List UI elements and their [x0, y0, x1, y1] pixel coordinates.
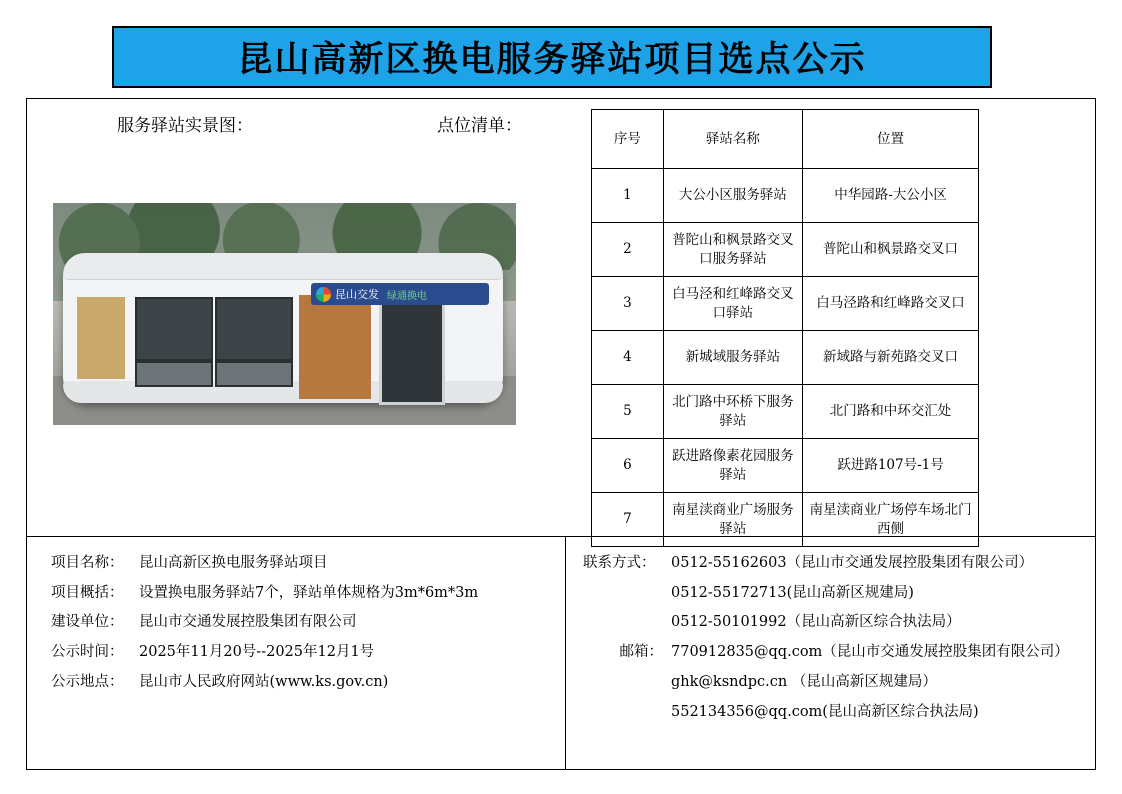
station-list-table-wrapper — [591, 109, 979, 547]
contact-phone-label: 联系方式： — [583, 555, 656, 571]
cell-no: 3 — [592, 277, 664, 331]
phone-row-1 — [583, 549, 1083, 579]
brand-logo-icon — [316, 287, 331, 302]
builder-label: 建设单位： — [51, 614, 124, 631]
contact-mail-3: 552134356@qq.com(昆山高新区综合执法局) — [671, 703, 979, 720]
cell-loc: 中华园路-大公小区 — [803, 169, 979, 223]
cell-loc: 跃进路107号-1号 — [803, 439, 979, 493]
project-name-row — [51, 549, 551, 579]
header-no: 序号 — [592, 110, 664, 169]
photo-window-1 — [135, 297, 213, 361]
cell-name: 跃进路像素花园服务驿站 — [663, 439, 802, 493]
title-banner — [112, 26, 992, 88]
cell-no: 5 — [592, 385, 664, 439]
cell-no: 1 — [592, 169, 664, 223]
station-photo — [53, 203, 516, 425]
cell-loc: 南星渎商业广场停车场北门西侧 — [803, 493, 979, 547]
contact-phone-3: 0512-50101992（昆山高新区综合执法局） — [671, 614, 961, 631]
cell-loc: 新域路与新苑路交叉口 — [803, 331, 979, 385]
table-row — [592, 277, 979, 331]
cell-no: 2 — [592, 223, 664, 277]
cell-loc: 北门路和中环交汇处 — [803, 385, 979, 439]
photo-door — [299, 295, 371, 399]
contact-mail-1: 770912835@qq.com（昆山市交通发展控股集团有限公司） — [671, 644, 1069, 661]
table-row — [592, 385, 979, 439]
table-row — [592, 331, 979, 385]
project-info — [51, 549, 551, 698]
cell-name: 白马泾和红峰路交叉口驿站 — [663, 277, 802, 331]
contact-mail-label: 邮箱： — [619, 644, 663, 661]
project-name-value: 昆山高新区换电服务驿站项目 — [139, 555, 328, 571]
cell-no: 6 — [592, 439, 664, 493]
project-overview-row — [51, 579, 551, 609]
photo-glass-door — [379, 289, 445, 405]
photo-window-sill-2 — [215, 361, 293, 387]
page-title: 昆山高新区换电服务驿站项目选点公示 — [237, 39, 867, 80]
photo-cabin — [63, 253, 503, 403]
builder-row — [51, 608, 551, 638]
table-row — [592, 439, 979, 493]
signboard-brand-text: 昆山交发 — [335, 288, 379, 301]
contact-phone-2: 0512-55172713(昆山高新区规建局) — [671, 584, 914, 601]
builder-value: 昆山市交通发展控股集团有限公司 — [139, 614, 357, 631]
upper-section — [27, 99, 1095, 536]
vertical-divider — [565, 536, 566, 770]
photo-window-2 — [215, 297, 293, 361]
table-header-row — [592, 110, 979, 169]
notice-frame — [26, 98, 1096, 770]
horizontal-divider — [27, 536, 1095, 537]
signboard-sub-text: 绿通换电 — [387, 290, 427, 302]
header-station-name: 驿站名称 — [663, 110, 802, 169]
contact-phone-1: 0512-55162603（昆山市交通发展控股集团有限公司） — [671, 555, 1034, 571]
cell-name: 南星渎商业广场服务驿站 — [663, 493, 802, 547]
cell-no: 4 — [592, 331, 664, 385]
photo-section-label: 服务驿站实景图： — [117, 116, 253, 136]
cell-loc: 白马泾路和红峰路交叉口 — [803, 277, 979, 331]
photo-cabin-roof — [63, 253, 503, 280]
photo-cabin-wood-panel — [77, 297, 125, 379]
mail-row-1 — [583, 638, 1083, 668]
station-list-table — [591, 109, 979, 547]
table-row — [592, 493, 979, 547]
cell-name: 新城域服务驿站 — [663, 331, 802, 385]
project-overview-value: 设置换电服务驿站7个，驿站单体规格为3m*6m*3m — [139, 584, 479, 601]
notice-period-row — [51, 638, 551, 668]
contact-info — [583, 549, 1083, 727]
table-row — [592, 169, 979, 223]
project-overview-label: 项目概括： — [51, 584, 124, 601]
contact-mail-2: ghk@ksndpc.cn （昆山高新区规建局） — [671, 673, 937, 690]
photo-signboard — [311, 283, 489, 305]
photo-window-sill-1 — [135, 361, 213, 387]
cell-no: 7 — [592, 493, 664, 547]
notice-place-value: 昆山市人民政府网站(www.ks.gov.cn) — [139, 673, 389, 690]
project-name-label: 项目名称： — [51, 555, 124, 571]
cell-name: 普陀山和枫景路交叉口服务驿站 — [663, 223, 802, 277]
notice-place-label: 公示地点： — [51, 673, 124, 690]
notice-period-value: 2025年11月20号--2025年12月1号 — [139, 644, 375, 661]
cell-loc: 普陀山和枫景路交叉口 — [803, 223, 979, 277]
header-location: 位置 — [803, 110, 979, 169]
table-row — [592, 223, 979, 277]
notice-place-row — [51, 668, 551, 698]
notice-period-label: 公示时间： — [51, 644, 124, 661]
cell-name: 北门路中环桥下服务驿站 — [663, 385, 802, 439]
list-section-label: 点位清单： — [437, 116, 522, 136]
cell-name: 大公小区服务驿站 — [663, 169, 802, 223]
